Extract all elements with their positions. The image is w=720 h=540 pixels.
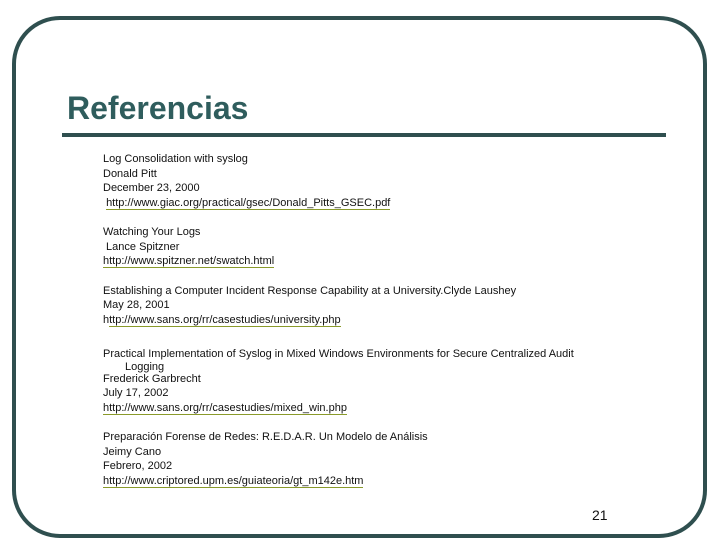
reference-author: Donald Pitt <box>103 167 157 180</box>
reference-author: Frederick Garbrecht <box>103 372 201 385</box>
reference-link[interactable]: ttp://www.sans.org/rr/casestudies/university.php <box>109 313 341 326</box>
reference-link-line <box>103 313 643 328</box>
reference-item <box>103 347 643 415</box>
reference-title: Log Consolidation with syslog <box>103 153 248 165</box>
reference-link[interactable]: http://www.sans.org/rr/casestudies/mixed_win.php <box>103 401 347 414</box>
reference-title: Practical Implementation of Syslog in Mixed Windows Environments for Secure Centralized Audit <box>103 348 574 360</box>
reference-date: May 28, 2001 <box>103 299 170 311</box>
link-prefix: h <box>103 313 110 326</box>
reference-author: Jeimy Cano <box>103 445 162 458</box>
slide-title: Referencias <box>67 90 249 126</box>
reference-link-line <box>103 196 643 211</box>
reference-link-line <box>103 401 643 416</box>
reference-item <box>103 284 643 328</box>
reference-title: Watching Your Logs <box>103 226 201 238</box>
reference-link[interactable]: http://www.giac.org/practical/gsec/Donald_Pitts_GSEC.pdf <box>106 196 391 209</box>
reference-date: Febrero, 2002 <box>103 460 173 472</box>
reference-date: December 23, 2000 <box>103 182 200 194</box>
reference-item <box>103 152 643 210</box>
reference-item <box>103 225 643 269</box>
reference-title: Preparación Forense de Redes: R.E.D.A.R. Un Modelo de Análisis <box>103 431 428 443</box>
page-number: 21 <box>592 507 608 523</box>
reference-link[interactable]: http://www.criptored.upm.es/guiateoria/gt_m142e.htm <box>103 474 364 487</box>
reference-author: Lance Spitzner <box>103 240 180 253</box>
title-underline <box>62 133 666 137</box>
reference-item <box>103 430 643 488</box>
reference-link[interactable]: http://www.spitzner.net/swatch.html <box>103 255 275 267</box>
reference-date: July 17, 2002 <box>103 387 169 399</box>
reference-list <box>103 152 643 503</box>
reference-link-line <box>103 474 643 489</box>
reference-link-line <box>103 254 643 269</box>
reference-title-continued: Logging <box>125 360 165 373</box>
reference-title: Establishing a Computer Incident Response Capability at a University.Clyde Laushey <box>103 284 517 297</box>
